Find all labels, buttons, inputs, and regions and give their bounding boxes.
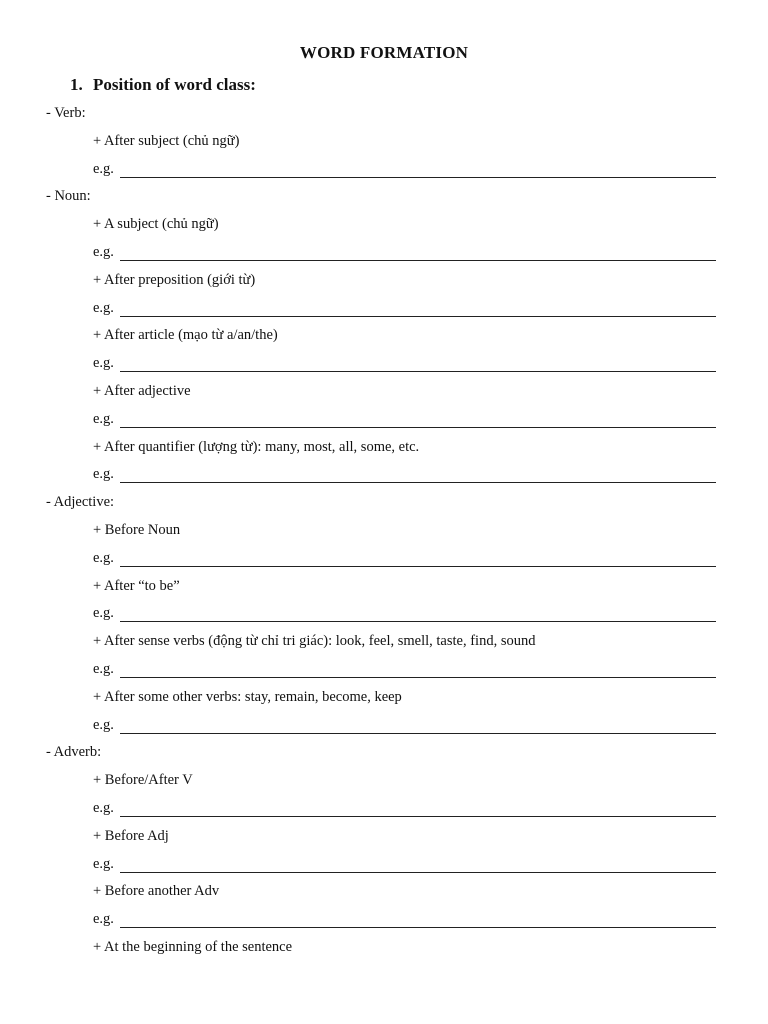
rule-text: + Before/After V [93, 772, 193, 789]
word-class-label [0, 100, 768, 128]
example-label: e.g. [93, 799, 114, 816]
answer-blank[interactable] [120, 427, 716, 428]
example-label: e.g. [93, 549, 114, 566]
example-label: e.g. [93, 605, 114, 622]
example-label: e.g. [93, 355, 114, 372]
rule-item [0, 434, 768, 462]
rule-item [0, 934, 768, 962]
section-heading-text: Position of word class: [93, 75, 256, 94]
example-line [0, 239, 768, 267]
example-line [0, 600, 768, 628]
rule-text: + At the beginning of the sentence [93, 938, 293, 955]
rule-item [0, 378, 768, 406]
example-line [0, 406, 768, 434]
answer-blank[interactable] [120, 316, 716, 317]
word-class-label [0, 739, 768, 767]
rule-item [0, 517, 768, 545]
example-label: e.g. [93, 660, 114, 677]
answer-blank[interactable] [120, 566, 716, 567]
word-class-text: - Noun: [46, 188, 91, 205]
rule-item [0, 322, 768, 350]
example-label: e.g. [93, 299, 114, 316]
word-class-label [0, 489, 768, 517]
example-label: e.g. [93, 466, 114, 483]
example-line [0, 906, 768, 934]
answer-blank[interactable] [120, 260, 716, 261]
rule-item [0, 684, 768, 712]
rule-text: + After some other verbs: stay, remain, become, keep [93, 688, 402, 705]
word-class-text: - Adjective: [46, 494, 115, 511]
document-title: WORD FORMATION [299, 43, 469, 62]
answer-blank[interactable] [120, 927, 716, 928]
example-line [0, 350, 768, 378]
rule-text: + A subject (chủ ngữ) [93, 216, 219, 233]
example-line [0, 795, 768, 823]
rule-item [0, 878, 768, 906]
example-label: e.g. [93, 716, 114, 733]
example-line [0, 656, 768, 684]
rule-item [0, 267, 768, 295]
rule-text: + Before Adj [93, 827, 169, 844]
example-line [0, 712, 768, 740]
rule-text: + After “to be” [93, 577, 180, 594]
rule-text: + After quantifier (lượng từ): many, most, all, some, etc. [93, 438, 420, 455]
rule-text: + After subject (chủ ngữ) [93, 132, 240, 149]
example-line [0, 851, 768, 879]
answer-blank[interactable] [120, 177, 716, 178]
example-line [0, 545, 768, 573]
rule-text: + Before another Adv [93, 883, 220, 900]
rule-item [0, 628, 768, 656]
section-heading [70, 75, 256, 95]
rule-item [0, 767, 768, 795]
rule-text: + After article (mạo từ a/an/the) [93, 327, 278, 344]
example-label: e.g. [93, 410, 114, 427]
answer-blank[interactable] [120, 872, 716, 873]
rule-text: + Before Noun [93, 521, 181, 538]
answer-blank[interactable] [120, 482, 716, 483]
example-label: e.g. [93, 160, 114, 177]
answer-blank[interactable] [120, 371, 716, 372]
word-class-text: - Verb: [46, 105, 86, 121]
word-class-text: - Adverb: [46, 744, 102, 761]
answer-blank[interactable] [120, 733, 716, 734]
word-class-label [0, 183, 768, 211]
rule-text: + After sense verbs (động từ chỉ tri giác): look, feel, smell, taste, find, sound [93, 633, 536, 650]
example-line [0, 461, 768, 489]
rule-item [0, 823, 768, 851]
rule-item [0, 573, 768, 601]
rule-item [0, 128, 768, 156]
rule-text: + After preposition (giới từ) [93, 271, 256, 288]
answer-blank[interactable] [120, 677, 716, 678]
answer-blank[interactable] [120, 621, 716, 622]
rule-text: + After adjective [93, 382, 191, 399]
example-label: e.g. [93, 243, 114, 260]
answer-blank[interactable] [120, 816, 716, 817]
rule-item [0, 211, 768, 239]
example-label: e.g. [93, 911, 114, 928]
example-line [0, 156, 768, 184]
section-number: 1. [70, 75, 83, 94]
example-line [0, 295, 768, 323]
example-label: e.g. [93, 855, 114, 872]
worksheet-lines [0, 100, 768, 962]
